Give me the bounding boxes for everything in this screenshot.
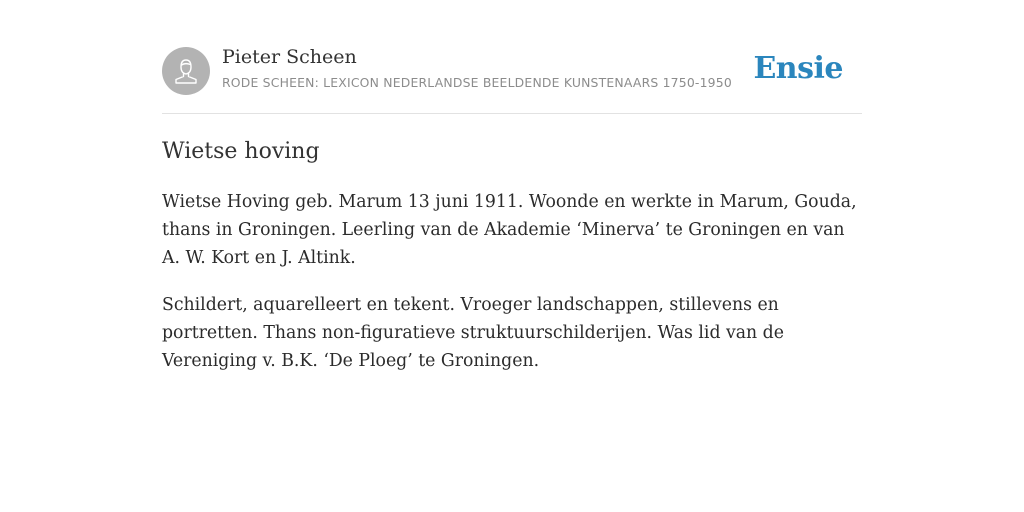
author-name[interactable]: Pieter Scheen bbox=[222, 46, 357, 68]
entry-paragraph: Wietse Hoving geb. Marum 13 juni 1911. Woonde en werkte in Marum, Gouda, thans in Groningen. Leerling van de Akademie ‘Minerva’ te Groningen en van A. W. Kort en J. Altink. bbox=[162, 192, 857, 268]
user-icon bbox=[162, 47, 210, 95]
source-title[interactable]: RODE SCHEEN: LEXICON NEDERLANDSE BEELDENDE KUNSTENAARS 1750-1950 bbox=[222, 75, 732, 90]
ensie-logo[interactable]: Ensie bbox=[753, 51, 843, 86]
entry-paragraph: Schildert, aquarelleert en tekent. Vroeger landschappen, stillevens en portretten. Thans non-figuratieve struktuurschilderijen. Was lid van de Vereniging v. B.K. ‘De Ploeg’ te Groningen. bbox=[162, 295, 784, 371]
author-avatar[interactable] bbox=[162, 47, 210, 95]
entry-title: Wietse hoving bbox=[162, 139, 320, 164]
entry-card bbox=[162, 44, 862, 375]
entry-header bbox=[162, 44, 862, 114]
entry-body bbox=[162, 188, 862, 375]
